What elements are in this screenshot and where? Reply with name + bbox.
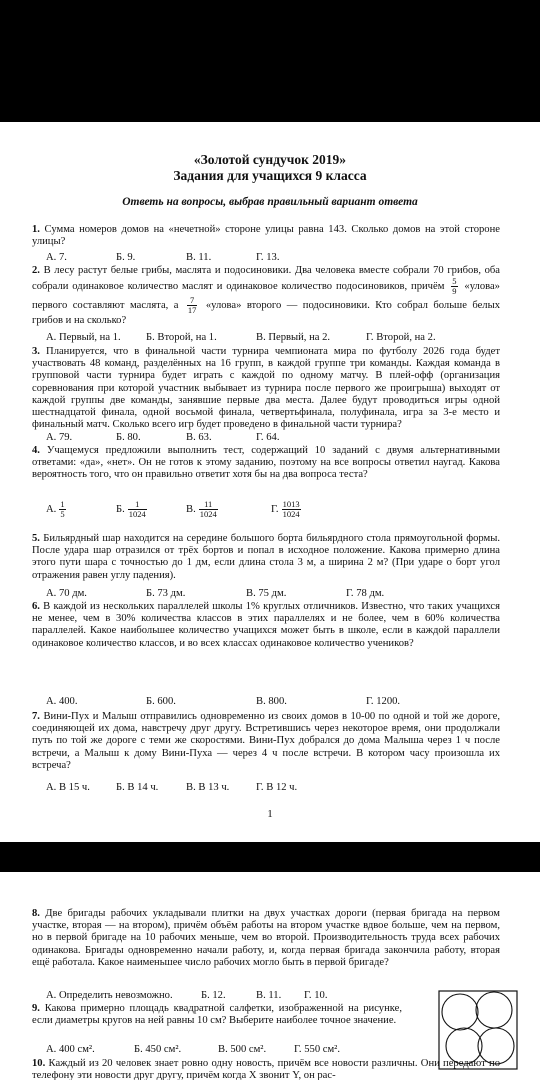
question-3 <box>32 346 500 431</box>
option-b[interactable]: Б. 73 дм. <box>146 588 186 599</box>
option-b[interactable]: Б. 450 см². <box>134 1044 182 1055</box>
option-a[interactable]: А. 70 дм. <box>46 588 87 599</box>
question-number: 7. <box>32 711 40 722</box>
option-a[interactable]: А. В 15 ч. <box>46 782 90 793</box>
option-a[interactable]: А. Первый, на 1. <box>46 332 121 343</box>
question-1 <box>32 224 500 248</box>
circle <box>442 994 478 1030</box>
question-text: «улова» второго — подосиновики. Кто собрал больше белых грибов и на сколько? <box>32 300 500 327</box>
option-b[interactable]: Б. 12. <box>201 990 226 1001</box>
option-c[interactable]: В. 11. <box>186 252 212 263</box>
question-text: «улова» первого составляют маслята, а <box>32 281 500 312</box>
question-5 <box>32 533 500 582</box>
question-7 <box>32 711 500 772</box>
question-text: Две бригады рабочих укладывали плитки на двух участках дороги (первая бригада на первом участке, вторая — на втором), причём объём работы на втором участке вдвое больше, чем на первом, но в первой бригаде на 10 рабочих меньше, чем во второй. Производительность труда всех рабочих одинакова. Бригады одновременно начали работу, и, когда первая бригада закончила работу, вторая ещё работала. Какое наименьшее число рабочих могло быть в первой бригаде? <box>32 908 500 968</box>
question-text: Сумма номеров домов на «нечетной» стороне улицы равна 143. Сколько домов на этой стороне улицы? <box>32 224 500 248</box>
question-number: 4. <box>32 445 40 456</box>
question-8 <box>32 908 500 969</box>
option-d[interactable]: Г. 64. <box>256 432 280 443</box>
option-c[interactable]: В. 500 см². <box>218 1044 267 1055</box>
option-a[interactable]: А. 400 см². <box>46 1044 95 1055</box>
option-b[interactable]: Б. 600. <box>146 696 176 707</box>
question-number: 6. <box>32 601 40 612</box>
option-c[interactable]: В. 75 дм. <box>246 588 287 599</box>
question-text: Вини-Пух и Малыш отправились одновременно из своих домов в 10-00 по одной и той же дороге, соединяющей их дома, навстречу друг другу. Встретившись через некоторое время, они продолжали путь по той же дороге с теми же скоростями. Вини-Пух добрался до дома Малыша через 1 ч после встречи, а Малыш к дому Вини-Пуха — через 4 ч после встречи. В котором часу произошла их встреча? <box>32 711 500 771</box>
instruction-text: Ответь на вопросы, выбрав правильный вариант ответа <box>122 196 418 208</box>
option-c[interactable]: В. $\frac{11}{1024}$ <box>186 499 217 519</box>
question-text: Планируется, что в финальной части турнира чемпионата мира по футболу 2026 года будет участвовать 48 команд, разделённых на 16 групп, в каждой группе три команды. Каждая команда в групповой части турнира будет играть с каждой по одному матчу. В плей-офф (организация соревнования при которой участник выбывает из турнира после первого же проигрыша) выходят от каждой группы две команды, занявшие первые два места. Далее будут проводиться игры одной шестнадцатой финала, одной восьмой финала, четвертьфинала, полуфинала, игра за 3-е место и финальный матч. Сколько всего игр будет проведено в финальной части турнира? <box>32 346 500 431</box>
option-c[interactable]: В. 63. <box>186 432 212 443</box>
question-number: 10. <box>32 1058 46 1069</box>
question-number: 5. <box>32 533 40 544</box>
question-2 <box>32 265 500 327</box>
question-text: Учащемуся предложили выполнить тест, содержащий 10 заданий с двумя альтернативными ответами: «да», «нет». Он не готов к этому заданию, поэтому на все вопросы ответил наугад. Какова вероятность того, что он правильно ответит хотя бы на два вопроса теста? <box>32 445 500 481</box>
option-b[interactable]: Б. $\frac{1}{1024}$ <box>116 499 146 519</box>
question-10 <box>32 1058 500 1080</box>
question-text: Каждый из 20 человек знает ровно одну новость, причём все новости различны. Они передают по телефону эти новости друг другу, причём когда X звонит Y, он рас- <box>32 1058 500 1080</box>
option-c[interactable]: В. В 13 ч. <box>186 782 230 793</box>
option-a[interactable]: А. 400. <box>46 696 78 707</box>
question-number: 9. <box>32 1003 40 1014</box>
option-d[interactable]: Г. В 12 ч. <box>256 782 298 793</box>
question-number: 8. <box>32 908 40 919</box>
page-number: 1 <box>267 808 273 820</box>
option-a[interactable]: А. Определить невозможно. <box>46 990 173 1001</box>
option-c[interactable]: В. 11. <box>256 990 282 1001</box>
option-b[interactable]: Б. В 14 ч. <box>116 782 159 793</box>
document-subtitle: Задания для учащихся 9 класса <box>173 168 367 183</box>
question-number: 3. <box>32 346 40 357</box>
option-b[interactable]: Б. 80. <box>116 432 141 443</box>
fraction: $\frac{7}{17}$ <box>187 295 197 316</box>
option-c[interactable]: В. Первый, на 2. <box>256 332 331 343</box>
question-4 <box>32 445 500 482</box>
option-a[interactable]: А. $\frac{1}{5}$ <box>46 499 65 519</box>
circle <box>476 992 512 1028</box>
option-d[interactable]: Г. 550 см². <box>294 1044 340 1055</box>
question-9 <box>32 1003 402 1027</box>
option-b[interactable]: Б. Второй, на 1. <box>146 332 217 343</box>
option-c[interactable]: В. 800. <box>256 696 287 707</box>
document-page-2 <box>0 872 540 1080</box>
question-text: В каждой из нескольких параллелей школы 1% круглых отличников. Известно, что таких учащихся не менее, чем в 30% количества классов в этих параллелях и не более, чем в 60% количества параллелей. Какое наибольшее количество учащихся может быть в школе, если в каждой параллели одинаковое количество классов, и во всех классах одинаковое количество учеников? <box>32 601 500 649</box>
fraction: $\frac{5}{9}$ <box>452 276 457 297</box>
document-page-1 <box>0 122 540 842</box>
question-text: Какова примерно площадь квадратной салфетки, изображенной на рисунке, если диаметры кругов на ней равны 10 см? Выберите наиболее точное значение. <box>32 1003 402 1027</box>
option-d[interactable]: Г. $\frac{1013}{1024}$ <box>271 499 300 519</box>
question-number: 2. <box>32 265 40 276</box>
option-b[interactable]: Б. 9. <box>116 252 136 263</box>
option-d[interactable]: Г. Второй, на 2. <box>366 332 436 343</box>
document-title: «Золотой сундучок 2019» <box>193 152 347 167</box>
question-text: В лесу растут белые грибы, маслята и подосиновики. Два человека вместе собрали 70 грибов, оба собрали одинаковое количество маслят и одинаковое количество подосиновиков, причём <box>32 265 500 293</box>
option-d[interactable]: Г. 10. <box>304 990 328 1001</box>
option-d[interactable]: Г. 78 дм. <box>346 588 385 599</box>
question-6 <box>32 601 500 650</box>
question-text: Бильярдный шар находится на середине большого борта бильярдного стола прямоугольной формы. После удара шар отразился от трёх бортов и попал в исходное положение. Какова примерно длина этого пути шара с точностью до 1 дм, если длина стола 3 м, а ширина 2 м? (При ударе о борт угол отражения равен углу падения). <box>32 533 500 581</box>
option-a[interactable]: А. 7. <box>46 252 67 263</box>
option-a[interactable]: А. 79. <box>46 432 73 443</box>
option-d[interactable]: Г. 1200. <box>366 696 401 707</box>
option-d[interactable]: Г. 13. <box>256 252 280 263</box>
question-number: 1. <box>32 224 40 235</box>
